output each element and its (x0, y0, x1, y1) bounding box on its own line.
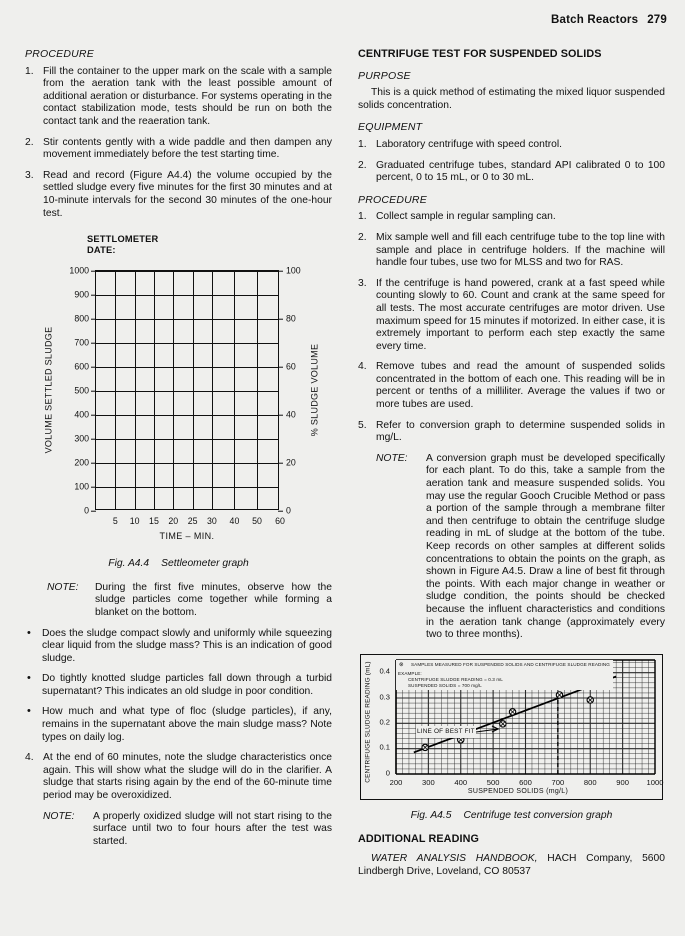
list-text: Refer to conversion graph to determine suspended solids in mg/L. (376, 419, 665, 444)
list-text: Remove tubes and read the amount of suspended solids concentrated in the bottom of each one. This reading will be in percent or tenths of a milliliter. Average the values if two or more tubes are used. (376, 361, 665, 411)
gridline-horizontal (96, 319, 278, 320)
settleometer-y-tick: 600 (74, 361, 96, 374)
list-number: 1. (25, 65, 34, 77)
conversion-x-tick: 700 (551, 777, 565, 787)
list-text: Read and record (Figure A4.4) the volume occupied by the settled sludge every five minutes for the first 30 minutes and at 10-minute intervals for the second 30 minutes of the one-hour test. (43, 169, 332, 219)
list-number: 3. (25, 169, 34, 181)
gridline-horizontal (96, 343, 278, 344)
additional-reading-publisher: HACH Company, 5600 Lindbergh Drive, Loveland, CO 80537 (358, 852, 665, 877)
figure-a45-caption (358, 810, 665, 823)
figure-number: Fig. A4.4 (108, 558, 150, 570)
list-item (358, 160, 665, 185)
settleometer-y2-tick: 0 (278, 505, 291, 518)
list-item (358, 211, 665, 224)
list-item (358, 361, 665, 411)
legend-sample-row (398, 662, 610, 668)
settleometer-y-tick: 100 (74, 481, 96, 494)
data-point-marker (422, 744, 428, 750)
settleometer-y-tick: 500 (74, 385, 96, 398)
gridline-vertical (135, 271, 136, 509)
conversion-x-tick: 200 (389, 777, 403, 787)
additional-reading-heading: ADDITIONAL READING (358, 833, 479, 846)
gridline-horizontal (96, 463, 278, 464)
settleometer-y-tick: 300 (74, 433, 96, 446)
note-text: A conversion graph must be developed specifically for each plant. To do this, take a sample from the aeration tank and measure suspended solids. You may use the regular Gooch Crucible Method or pass a portion of the sample through a membrane filter and then centrifuge to obtain the centrifuge sludge reading in mL of sludge at the bottom of the tube. Keep records on other samples at different solids concentrations to obtain the points on the graph, as shown in Figure A4.5. Draw a line of best fit through the points. With each major change in weather or sludge condition, the points should be checked because the influent characteristics and conditions in the aeration tank change (approximately every two to three months). (426, 452, 665, 641)
conversion-x-tick: 500 (486, 777, 500, 787)
left-bullet-list (25, 628, 332, 745)
settleometer-y2-tick: 80 (278, 313, 296, 326)
list-text: Fill the container to the upper mark on the scale with a sample from the aeration tank with the least possible amount of additional aeration or disturbance. For systems operating in the contact stabilization mode, tests should be run on both the contact tank and the reaeration tank. (43, 65, 332, 127)
left-procedure-heading: PROCEDURE (25, 48, 94, 60)
list-item (25, 66, 332, 129)
settleometer-y2-tick: 60 (278, 361, 296, 374)
conversion-y-tick: 0.4 (379, 667, 390, 677)
settleometer-plot-area (69, 265, 301, 527)
conversion-x-tick: 400 (454, 777, 468, 787)
gridline-vertical (212, 271, 213, 509)
settleometer-x-tick: 60 (275, 516, 285, 527)
settleometer-chart-title (87, 234, 158, 256)
gridline-vertical (115, 271, 116, 509)
gridline-horizontal (96, 271, 278, 272)
legend-example-line-2: SUSPENDED SOLIDS = 700 mg/L (408, 682, 482, 688)
chart-title-line: SETTLOMETER (87, 234, 159, 245)
list-number: 1. (358, 211, 367, 223)
page-header (551, 14, 667, 26)
line-of-best-fit-annotation: LINE OF BEST FIT (416, 726, 476, 739)
settleometer-x-tick: 25 (187, 516, 198, 527)
settleometer-y-tick: 0 (84, 505, 96, 518)
gridline-vertical (234, 271, 235, 509)
list-item: • Do tightly knotted sludge particles fall down through a turbid supernatant? This indicates an old sludge in poor condition. (25, 673, 332, 698)
conversion-x-tick: 600 (519, 777, 532, 787)
list-item: • Does the sludge compact slowly and uniformly while squeezing clear liquid from the sludge mass? This is an indication of good sludge. (25, 628, 332, 666)
left-note-2 (43, 811, 332, 849)
conversion-y-tick: 0.3 (379, 692, 390, 702)
list-text: Collect sample in regular sampling can. (376, 211, 556, 223)
legend-sample-label: SAMPLES MEASURED FOR SUSPENDED SOLIDS AND CENTRIFUGE SLUDGE READING (411, 661, 610, 667)
left-procedure-list (25, 66, 332, 221)
gridline-vertical (257, 271, 258, 509)
legend-example-heading: EXAMPLE: (398, 671, 422, 677)
settleometer-y-tick: 1000 (69, 265, 96, 278)
list-item (25, 137, 332, 162)
annotation-arrow-icon (476, 726, 498, 732)
purpose-paragraph: This is a quick method of estimating the mixed liquor suspended solids concentration. (358, 87, 665, 111)
figure-title: Centrifuge test conversion graph (463, 809, 613, 821)
settleometer-x-tick: 20 (168, 516, 179, 527)
data-point-marker (500, 720, 506, 726)
chart-date-line: DATE: (87, 245, 116, 256)
list-item: • How much and what type of floc (sludge particles), if any, remains in the supernatant above the main sludge mass? Note types on daily log. (25, 706, 332, 744)
right-procedure-list (358, 211, 665, 445)
settleometer-y2-tick: 40 (278, 409, 296, 422)
data-point-marker (587, 697, 593, 703)
conversion-y-tick: 0 (385, 768, 390, 778)
settleometer-x-tick: 50 (252, 516, 262, 527)
note-text: A properly oxidized sludge will not start rising to the surface until two to four hours after the test was started. (93, 810, 332, 847)
list-number: 2. (25, 136, 34, 148)
list-text: At the end of 60 minutes, note the sludge characteristics once again. This will show what the sludge will do in the clarifier. A sludge that starts rising again by the end of the 60-minute time period may be overoxidized. (43, 752, 332, 802)
right-column (358, 48, 665, 886)
list-number: 2. (358, 159, 367, 171)
list-text: Laboratory centrifuge with speed control. (376, 138, 563, 150)
list-item (358, 232, 665, 270)
settleometer-x-axis-label: TIME – MIN. (159, 531, 215, 542)
settleometer-y-tick: 800 (74, 313, 96, 326)
additional-reading-paragraph (358, 853, 665, 878)
list-item (358, 278, 665, 354)
legend-example-block (398, 671, 610, 688)
right-note (376, 453, 665, 642)
right-procedure-heading: PROCEDURE (358, 193, 427, 206)
settleometer-x-tick: 40 (229, 516, 240, 527)
settleometer-x-tick: 15 (149, 516, 159, 527)
legend-example-line-1: CENTRIFUGE SLUDGE READING = 0.3 mL (408, 676, 503, 682)
gridline-horizontal (96, 367, 278, 368)
settleometer-y-tick: 900 (74, 289, 96, 302)
list-text: Mix sample well and fill each centrifuge tube to the top line with sample and place in centrifuge holders. If the machine will handle four tubes, use two for MLSS and two for RAS. (376, 231, 665, 269)
gridline-horizontal (96, 487, 278, 488)
purpose-heading: PURPOSE (358, 69, 411, 82)
book-title: Batch Reactors (551, 14, 639, 26)
gridline-vertical (154, 271, 155, 509)
list-number: 4. (25, 752, 34, 764)
settleometer-y-axis-label: VOLUME SETTLED SLUDGE (43, 326, 54, 454)
note-label: NOTE: (43, 810, 75, 822)
settleometer-y2-axis-label: % SLUDGE VOLUME (309, 343, 320, 437)
figure-number: Fig. A4.5 (410, 809, 452, 821)
settleometer-y2-tick: 20 (278, 457, 296, 470)
list-number: 5. (358, 419, 367, 431)
list-item (358, 139, 665, 152)
list-item (25, 752, 332, 802)
left-procedure-list-cont (25, 752, 332, 802)
gridline-vertical (173, 271, 174, 509)
note-label: NOTE: (376, 452, 408, 464)
conversion-x-tick: 900 (616, 777, 629, 787)
list-number: 2. (358, 231, 367, 243)
list-text: Graduated centrifuge tubes, standard API calibrated 0 to 100 percent, 0 to 15 mL, or 0 to 30 mL. (376, 159, 665, 184)
list-number: 3. (358, 277, 367, 289)
list-number: 4. (358, 361, 367, 373)
conversion-y-tick: 0.1 (379, 743, 390, 753)
gridline-horizontal (96, 439, 278, 440)
list-text: If the centrifuge is hand powered, crank at a fast speed while counting slowly to 60. Count and crank at the same speed for all tests. The most accurate centrifuges are motor driven. Use maximum speed for 15 minutes if motorized. In either case, it is extremely important to perform each step exactly the same every time. (376, 277, 665, 352)
conversion-y-axis-label: CENTRIFUGE SLUDGE READING (mL) (364, 661, 372, 783)
settleometer-x-tick: 5 (112, 516, 118, 527)
gridline-vertical (193, 271, 194, 509)
page-number: 279 (647, 14, 667, 26)
centrifuge-section-heading: CENTRIFUGE TEST FOR SUSPENDED SOLIDS (358, 48, 602, 60)
centrifuge-conversion-figure (358, 652, 665, 804)
list-text: Stir contents gently with a wide paddle and then dampen any movement immediately before the test starting time. (43, 136, 332, 161)
left-column (25, 48, 332, 856)
note-text: During the first five minutes, observe how the sludge particles come together while forming a blanket on the bottom. (95, 581, 332, 618)
settleometer-y2-tick: 100 (278, 265, 301, 278)
settleometer-y-tick: 400 (74, 409, 96, 422)
additional-reading-book-title: WATER ANALYSIS HANDBOOK, (371, 852, 538, 864)
list-item (358, 420, 665, 445)
settleometer-figure (25, 234, 332, 552)
figure-a44-caption (25, 558, 332, 571)
sample-marker-icon: ⊗ (399, 661, 404, 668)
left-note-1 (47, 582, 332, 620)
settleometer-y-tick: 700 (74, 337, 96, 350)
data-point-marker (556, 692, 562, 698)
note-label: NOTE: (47, 581, 79, 593)
equipment-heading: EQUIPMENT (358, 121, 423, 134)
gridline-horizontal (96, 391, 278, 392)
settleometer-x-tick: 10 (129, 516, 140, 527)
conversion-x-tick: 300 (422, 777, 435, 787)
equipment-list (358, 139, 665, 185)
conversion-chart-legend (396, 660, 613, 690)
gridline-horizontal (96, 295, 278, 296)
conversion-x-tick: 1000 (646, 777, 664, 787)
conversion-x-axis-label: SUSPENDED SOLIDS (mg/L) (467, 787, 569, 795)
settleometer-y-tick: 200 (74, 457, 96, 470)
settleometer-x-tick: 30 (207, 516, 217, 527)
list-item (25, 170, 332, 220)
data-point-marker (509, 708, 515, 714)
gridline-horizontal (96, 415, 278, 416)
conversion-x-tick: 800 (583, 777, 597, 787)
figure-title: Settleometer graph (161, 558, 249, 570)
list-number: 1. (358, 138, 367, 150)
conversion-y-tick: 0.2 (379, 717, 390, 727)
